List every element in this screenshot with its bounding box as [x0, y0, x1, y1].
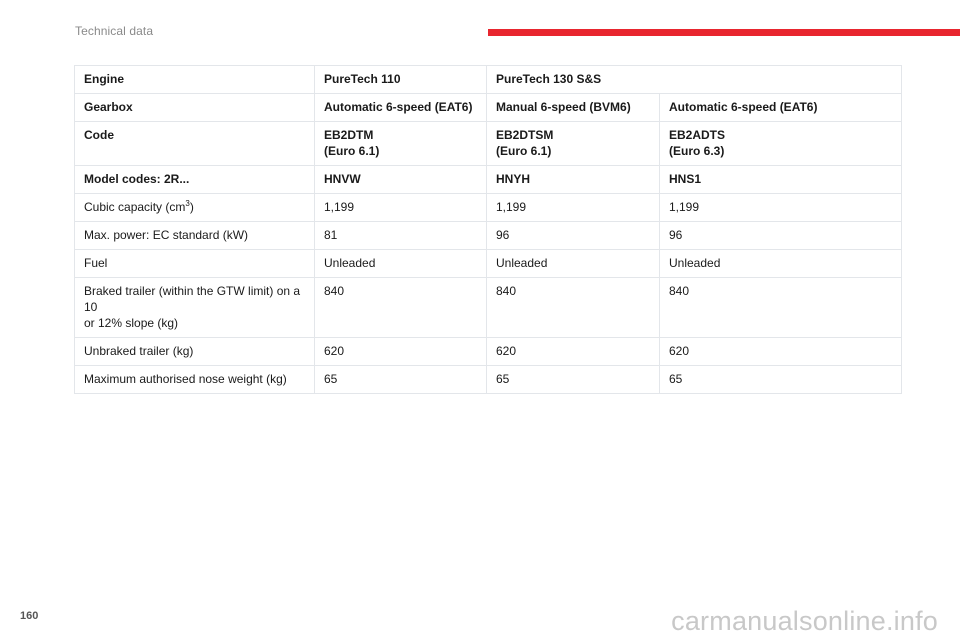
- table-cell: [487, 222, 660, 250]
- superscript: 3: [185, 199, 190, 208]
- cell-text: 65: [669, 372, 683, 386]
- cell-text: EB2DTM: [324, 128, 374, 142]
- technical-data-table: [74, 65, 902, 394]
- table-cell: [660, 122, 902, 166]
- table-cell: [487, 338, 660, 366]
- table-cell: [75, 278, 315, 338]
- table-cell: [660, 94, 902, 122]
- cell-text: 840: [669, 284, 690, 298]
- table-cell: [487, 122, 660, 166]
- header-accent-bar: [488, 29, 960, 36]
- cell-text: Unleaded: [496, 256, 548, 270]
- page-number: 160: [20, 610, 39, 622]
- cell-text: 840: [324, 284, 345, 298]
- cell-text: Automatic 6-speed (EAT6): [669, 100, 818, 114]
- cell-text: Gearbox: [84, 100, 133, 114]
- table-cell: [660, 366, 902, 394]
- cell-text: 620: [496, 344, 517, 358]
- table-cell: [487, 66, 902, 94]
- cell-text: 96: [669, 228, 683, 242]
- cell-text: HNS1: [669, 172, 702, 186]
- table-row: [75, 122, 902, 166]
- table-cell: [487, 194, 660, 222]
- table-cell: [660, 166, 902, 194]
- table-cell: [75, 166, 315, 194]
- table-cell: [487, 250, 660, 278]
- table-cell: [660, 338, 902, 366]
- cell-text: 620: [669, 344, 690, 358]
- cell-text: Manual 6-speed (BVM6): [496, 100, 631, 114]
- table-row: [75, 222, 902, 250]
- watermark: carmanualsonline.info: [671, 606, 938, 636]
- cell-text: PureTech 130 S&S: [496, 72, 602, 86]
- cell-text: PureTech 110: [324, 72, 401, 86]
- table-cell: [75, 94, 315, 122]
- table-row: [75, 66, 902, 94]
- cell-text: 840: [496, 284, 517, 298]
- cell-text: 65: [496, 372, 510, 386]
- table-row: [75, 250, 902, 278]
- cell-text: EB2ADTS: [669, 128, 726, 142]
- table-cell: [315, 366, 487, 394]
- cell-text: 81: [324, 228, 338, 242]
- table-cell: [75, 338, 315, 366]
- cell-text: (Euro 6.1): [496, 144, 552, 158]
- table-cell: [487, 166, 660, 194]
- table-cell: [315, 222, 487, 250]
- table-cell: [75, 250, 315, 278]
- cell-text: Braked trailer (within the GTW limit) on a 10: [84, 284, 301, 314]
- table-row: [75, 166, 902, 194]
- cell-text: HNVW: [324, 172, 361, 186]
- cell-text: Automatic 6-speed (EAT6): [324, 100, 473, 114]
- table-row: [75, 366, 902, 394]
- table-row: [75, 278, 902, 338]
- table-cell: [660, 222, 902, 250]
- table-cell: [315, 338, 487, 366]
- cell-text: 1,199: [669, 200, 700, 214]
- section-title: Technical data: [75, 24, 154, 38]
- table-cell: [75, 366, 315, 394]
- table-cell: [660, 194, 902, 222]
- table-cell: [487, 278, 660, 338]
- table-cell: [487, 94, 660, 122]
- table-cell: [315, 122, 487, 166]
- cell-text: Cubic capacity $(cm^3)$: [84, 199, 194, 214]
- cell-text: Max. power: EC standard (kW): [84, 228, 249, 242]
- table-cell: [487, 366, 660, 394]
- cell-text: 620: [324, 344, 345, 358]
- table-cell: [315, 194, 487, 222]
- cell-text: (Euro 6.1): [324, 144, 380, 158]
- table-row: [75, 338, 902, 366]
- table-cell: [315, 278, 487, 338]
- cell-text: 1,199: [496, 200, 527, 214]
- table-cell: [315, 250, 487, 278]
- cell-text: Maximum authorised nose weight (kg): [84, 372, 287, 386]
- cell-text: Unleaded: [324, 256, 376, 270]
- table-cell: [660, 250, 902, 278]
- cell-text: 96: [496, 228, 510, 242]
- cell-text: 1,199: [324, 200, 355, 214]
- cell-text: 65: [324, 372, 338, 386]
- cell-text: Engine: [84, 72, 125, 86]
- table-cell: [315, 94, 487, 122]
- table-row: [75, 94, 902, 122]
- cell-text: HNYH: [496, 172, 531, 186]
- cell-text: Code: [84, 128, 114, 142]
- cell-text: Unbraked trailer (kg): [84, 344, 194, 358]
- table-row: [75, 194, 902, 222]
- cell-text: Model codes: 2R...: [84, 172, 190, 186]
- table-cell: [75, 122, 315, 166]
- table-cell: [660, 278, 902, 338]
- table-cell: [315, 166, 487, 194]
- table-cell: [315, 66, 487, 94]
- cell-text: or 12% slope (kg): [84, 316, 179, 330]
- table-cell: [75, 194, 315, 222]
- cell-text: Unleaded: [669, 256, 721, 270]
- table-cell: [75, 222, 315, 250]
- table-cell: [75, 66, 315, 94]
- cell-text: EB2DTSM: [496, 128, 554, 142]
- cell-text: Fuel: [84, 256, 108, 270]
- cell-text: (Euro 6.3): [669, 144, 725, 158]
